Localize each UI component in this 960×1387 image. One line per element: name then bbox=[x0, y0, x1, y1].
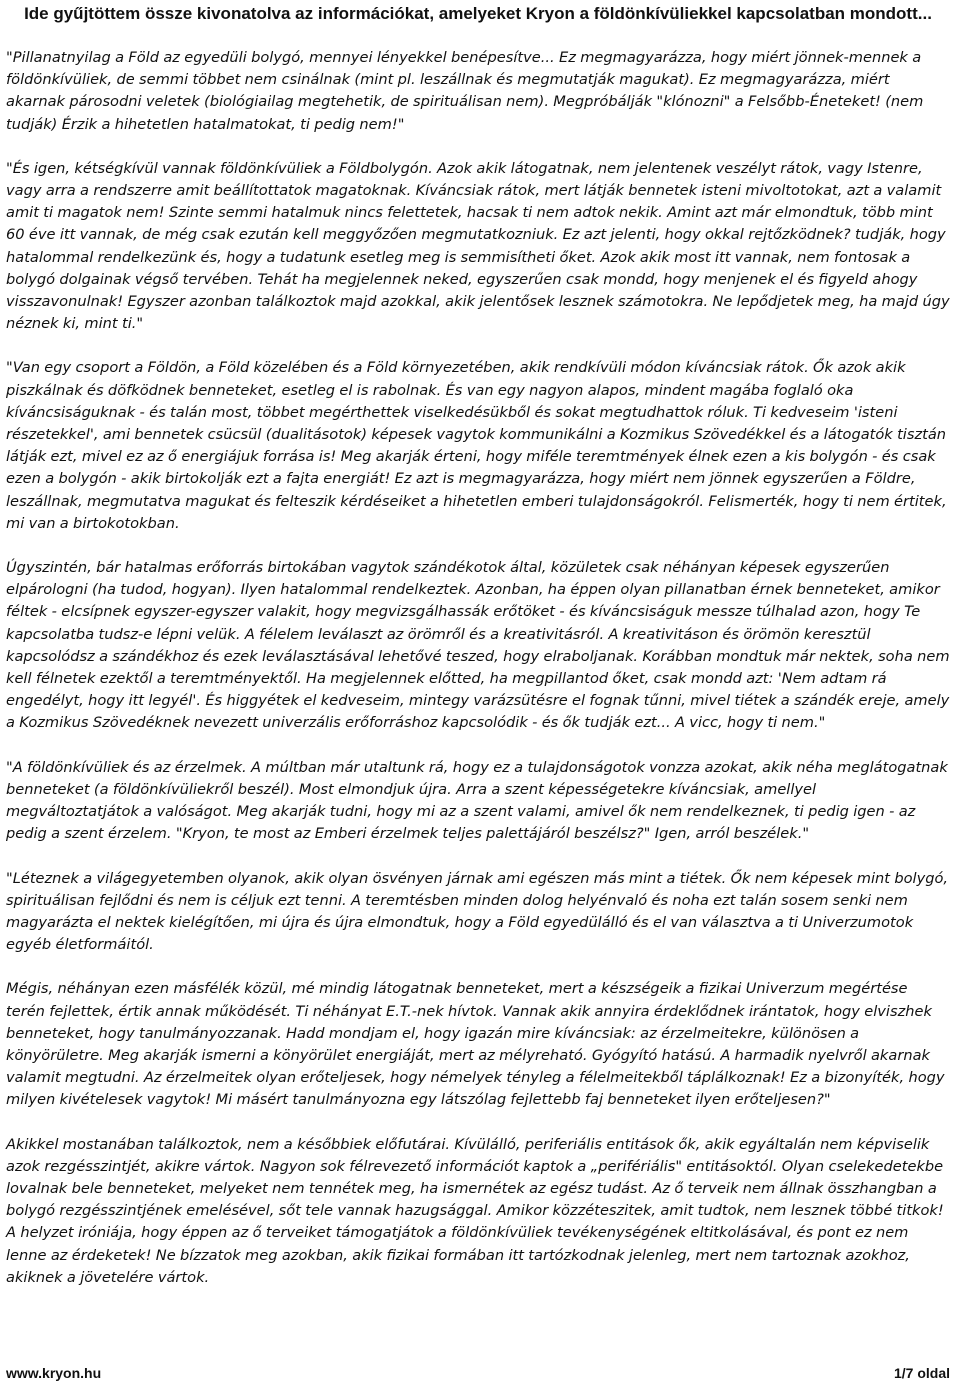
spacer bbox=[6, 846, 950, 868]
paragraph-5: "A földönkívüliek és az érzelmek. A múltban már utaltunk rá, hogy ez a tulajdonságotok vonzza azokat, akik néha meglátogatnak benneteket (a földönkívüliekről beszél). Most elmondjuk újra. Arra a szent képességetekre kíváncsiak, amellyel megváltoztatjátok a valóságot. Meg akarják tudni, hogy mi az a szent valami, amivel ők nem rendelkeznek, ti pedig igen - az pedig a szent érzelem. "Kryon, te most az Emberi érzelmek teljes palettájáról beszélsz?" Igen, arról beszélek." bbox=[6, 758, 948, 843]
footer-page-number: 1/7 oldal bbox=[893, 1365, 950, 1381]
paragraph-2-body: Azok akik látogatnak, nem jelentenek veszélyt rátok, vagy Istenre, vagy arra a rendszerre amit beállítottatok magatoknak. Kíváncsiak rátok, mert látják bennetek isteni mivoltotokat, azt a valamit amit ti magatok nem! Szinte semmi hatalmuk nincs felettetek, hacsak ti nem adtok nekik. Amint azt már elmondtuk, több mint 60 éve itt vannak, de még csak ezután kell meggyőzően megmutatkozniuk. Ez azt jelenti, hogy okkal rejtőzködnek? tudják, hogy hatalommal rendelkezünk és, hogy a tudatunk esetleg meg is semmisítheti őket. Azok akik most itt vannak, nem fontosak a bolygó dolgainak végső tervében. Tehát ha megjelennek neked, egyszerűen csak mondd, hogy menjenek el és figyeld ahogy visszavonulnak! Egyszer azonban találkoztok majd azokkal, akik jelentősek lesznek számotokra. Ne lepődjetek meg, ha majd úgy néznek ki, mint ti." bbox=[6, 159, 950, 333]
spacer bbox=[6, 735, 950, 757]
paragraph-1: "Pillanatnyilag a Föld az egyedüli bolygó, mennyei lényekkel benépesítve... Ez megmagyarázza, hogy miért jönnek-mennek a földönkívüliek, de semmi többet nem csinálnak (mint pl. leszállnak és megmutatják magukat). Ez megmagyarázza, miért akarnak párosodni veletek (biológiailag megtehetik, de spirituálisan nem). Megpróbálják "klónozni" a Felsőbb-Éneteket! (nem tudják) Érzik a hihetetlen hatalmatokat, ti pedig nem!" bbox=[6, 49, 924, 133]
page-footer bbox=[6, 1363, 950, 1383]
document-page bbox=[6, 0, 950, 1289]
paragraph-2-italic-lead: "És igen, kétségkívül vannak földönkívüliek a Földbolygón. bbox=[6, 159, 433, 177]
spacer bbox=[6, 25, 950, 47]
spacer bbox=[6, 1112, 950, 1134]
spacer bbox=[6, 335, 950, 357]
paragraph-4: Úgyszintén, bár hatalmas erőforrás birtokában vagytok szándékotok által, közületek csak néhányan képesek egyszerűen elpárologni (ha tudod, hogyan). Ilyen hatalommal rendelkeztek. Azonban, ha éppen olyan pillanatban érnek benneteket, amikor féltek - elcsípnek egyszer-egyszer valakit, hogy megvizsgálhassák erőtöket - és kíváncsiságuk messze túlhalad azon, hogy Te kapcsolatba tudsz-e lépni velük. A félelem leválaszt az örömről és a kreativitásról. A kreativitáson és örömön keresztül kapcsolódsz a szándékhoz és ezek leválasztásával lehetővé teszed, hogy elraboljanak. Korábban mondtuk már nektek, soha nem kell félnetek ezektől a teremtményektől. Ha megjelennek előtted, ha megpillantod őket, csak mondd azt: 'Nem adtam rá engedélyt, hogy itt legyél'. És higgyétek el kedveseim, mintegy varázsütésre el fognak tűnni, mivel tiétek a szándék ereje, amely a Kozmikus Szövedéknek nevezett univerzális erőforráshoz kapcsolódik - és ők tudják ezt... A vicc, hogy ti nem." bbox=[6, 559, 950, 732]
footer-site-link[interactable]: www.kryon.hu bbox=[6, 1365, 102, 1381]
paragraph-2 bbox=[6, 158, 950, 336]
spacer bbox=[6, 535, 950, 557]
spacer bbox=[6, 956, 950, 978]
document-title: Ide gyűjtöttem össze kivonatolva az információkat, amelyeket Kryon a földönkívüliekkel kapcsolatban mondott... bbox=[24, 4, 932, 23]
paragraph-7: Mégis, néhányan ezen másfélék közül, mé mindig látogatnak benneteket, mert a készségeik a fizikai Univerzum megértése terén fejlettek, értik annak működését. Ti néhányat E.T.-nek hívtok. Vannak akik annyira érdeklődnek irántatok, hogy elviszhek benneteket, hogy tanulmányozzanak. Hadd mondjam el, hogy igazán mire kíváncsiak: az érzelmeitekre, különösen a könyörületre. Meg akarják ismerni a könyörület energiáját, mert az mélyreható. Gyógyító hatású. A harmadik nyelvről akarnak valamit megtudni. Az érzelmeitek olyan erőteljesek, hogy némelyek tényleg a félelmeitekből táplálkoznak! Ez a bizonyíték, hogy milyen kivételesek vagytok! Mi másért tanulmányozna egy látszólag fejlettebb faj benneteket ilyen erőteljesen?" bbox=[6, 980, 945, 1109]
paragraph-6: "Léteznek a világegyetemben olyanok, akik olyan ösvényen járnak ami egészen más mint a tiétek. Ők nem képesek mint bolygó, spirituálisan fejlődni és nem is céljuk ezt tenni. A teremtésben minden dolog helyénvaló és noha ezt talán sosem senki nem magyarázta el nektek kielégítően, mi újra és újra elmondtuk, hogy a Föld egyedülálló és el van választva a ti Univerzumotok egyéb életformáitól. bbox=[6, 869, 949, 954]
paragraph-3: "Van egy csoport a Földön, a Föld közelében és a Föld környezetében, akik rendkívüli módon kíváncsiak rátok. Ők azok akik piszkálnak és döfködnek benneteket, esetleg el is rabolnak. És van egy nagyon alapos, mindent magába foglaló oka kíváncsiságuknak - és talán most, többet megérthettek viselkedésükből és sokat megtudhattok róluk. Ti kedveseim 'isteni részetekkel', ami bennetek csücsül (dualitásotok) képesek vagytok kommunikálni a Kozmikus Szövedékkel és a látogatók tisztán látják ezt, mivel ez az ő energiájuk forrása is! Meg akarják érteni, hogy miféle teremtmények élnek ezen a kis bolygón - és csak ezen a bolygón - akik birtokolják ezt a fajta energiát! Ez azt is megmagyarázza, hogy miért nem jönnek egyszerűen a Földre, leszállnak, megmutatva magukat és felteszik kérdéseiket a hihetetlen emberi tulajdonságokról. Felismerték, hogy ti nem értitek, mi van a birtokotokban. bbox=[6, 359, 947, 532]
spacer bbox=[6, 136, 950, 158]
paragraph-8: Akikkel mostanában találkoztok, nem a későbbiek előfutárai. Kívülálló, periferiális entitások ők, akik egyáltalán nem képviselik azok rezgésszintjét, akikre vártok. Nagyon sok félrevezető információt kaptok a „perifériális" entitásoktól. Olyan cselekedetekbe lovalnak bele benneteket, melyeket nem tennétek meg, ha ismernétek az egész tudást. Az ő terveik nem állnak összhangban a bolygó rezgésszintjének emelésével, sőt tele vannak hazugsággal. Amikor közzéteszitek, amit tudtok, nem lesznek többé titkok! A helyzet iróniája, hogy éppen az ő terveiket támogatjátok a földönkívüliek tevékenységének eltitkolásával, és pont ez nem lenne az érdeketek! Ne bízzatok meg azokban, akik fizikai formában itt tartózkodnak jelenleg, mert nem tartoznak azokhoz, akiknek a jövetelére vártok. bbox=[6, 1135, 944, 1286]
